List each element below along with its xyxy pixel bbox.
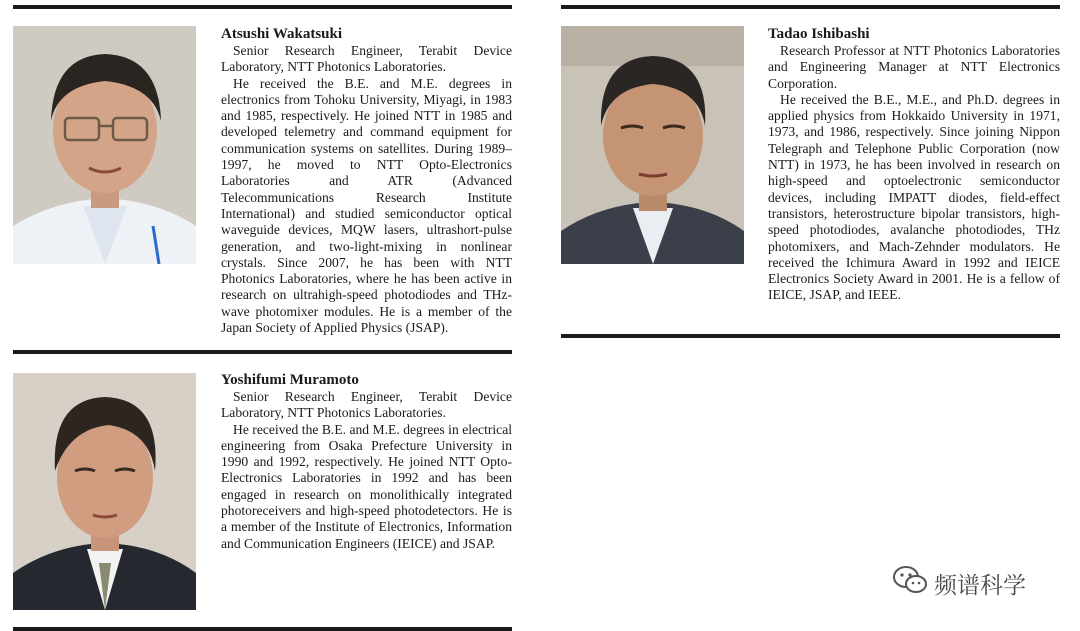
- portrait-photo-muramoto: [13, 373, 196, 610]
- profile-bio: He received the B.E. and M.E. degrees in electrical engineering from Osaka Prefecture University in 1990 and 1992, respectively. He joined NTT Opto-Electronics Laboratories in 1992 and has been engaged in research on monolithically integrated photoreceivers and high-speed photodetectors. He is a member of the Institute of Electronics, Information and Communication Engineers (IEICE) and JSAP.: [221, 421, 512, 551]
- profile-title: Senior Research Engineer, Terabit Device Laboratory, NTT Photonics Laboratories.: [221, 389, 512, 421]
- rule-right-end: [561, 334, 1060, 338]
- rule-top-right: [561, 5, 1060, 9]
- watermark-text: 频谱科学: [934, 572, 1026, 599]
- profile-name: Tadao Ishibashi: [768, 26, 870, 42]
- wechat-icon: [892, 565, 934, 601]
- portrait-photo-ishibashi: [561, 26, 744, 264]
- profile-bio: He received the B.E., M.E., and Ph.D. degrees in applied physics from Hokkaido University in 1971, 1973, and 1986, respectively. Since joining Nippon Telegraph and Telephone Public Corporation (now NTT) in 1973, he has been involved in research on high-speed and optoelectronic semiconductor devices, including IMPATT diodes, field-effect transistors, heterostructure bipolar transistors, high-speed photodiodes, avalanche photodiodes, THz photomixers, and Mach-Zehnder modulators. He received the Ichimura Award in 1992 and IEICE Electronics Society Award in 2001. He is a fellow of IEICE, JSAP, and IEEE.: [768, 91, 1060, 303]
- rule-mid-left: [13, 350, 512, 354]
- profile-ishibashi: [768, 26, 1060, 304]
- profile-title: Research Professor at NTT Photonics Laboratories and Engineering Manager at NTT Electronics Corporation.: [768, 43, 1060, 91]
- profile-muramoto: [221, 372, 512, 552]
- profile-bio: He received the B.E. and M.E. degrees in electronics from Tohoku University, Miyagi, in 1983 and 1985, respectively. He joined NTT in 1985 and developed telemetry and command equipment for communication systems on satellites. During 1989–1997, he moved to NTT Opto-Electronics Laboratories and ATR (Advanced Telecommunications Research Institute International) and studied semiconductor optical waveguide devices, MQW lasers, ultrashort-pulse generation, and two-light-mixing in nonlinear crystals. Since 2007, he has been with NTT Photonics Laboratories, where he has been active in research on ultrahigh-speed photodiodes and THz-wave photomixer modules. He is a member of the Japan Society of Applied Physics (JSAP).: [221, 75, 512, 336]
- profile-name: Yoshifumi Muramoto: [221, 372, 359, 388]
- rule-bottom-left: [13, 627, 512, 631]
- portrait-photo-wakatsuki: [13, 26, 196, 264]
- watermark: [892, 565, 1026, 601]
- profile-title: Senior Research Engineer, Terabit Device Laboratory, NTT Photonics Laboratories.: [221, 43, 512, 75]
- rule-top-left: [13, 5, 512, 9]
- profile-wakatsuki: [221, 26, 512, 336]
- profile-name: Atsushi Wakatsuki: [221, 26, 343, 42]
